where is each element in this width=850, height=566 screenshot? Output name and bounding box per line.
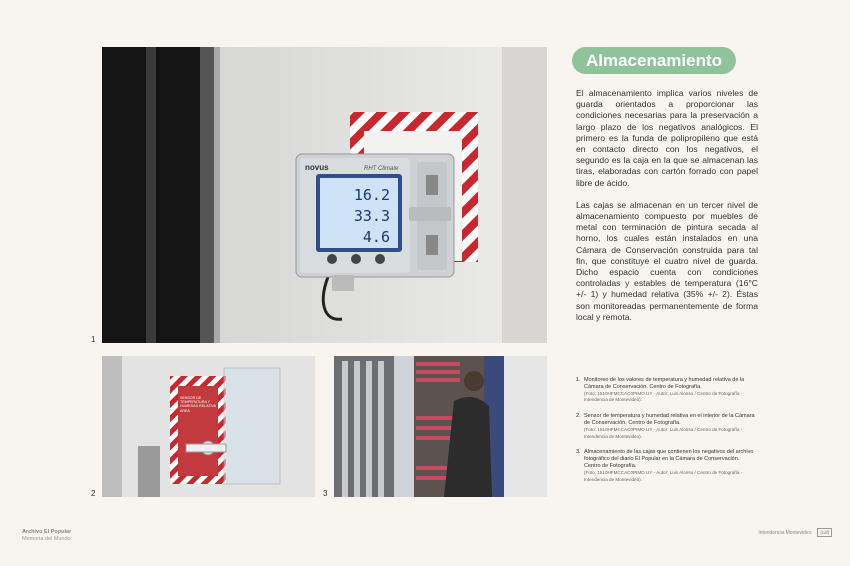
reading-temperature: 16.2 bbox=[353, 186, 390, 204]
caption-credit: (Foto: 1510HFMCCAC0PIMO.UY - Autor: Luis Alonso / Centro de Fotografía - Intendencia de Montevideo). bbox=[584, 390, 743, 403]
storage-illustration bbox=[334, 356, 547, 497]
caption-item bbox=[576, 413, 756, 440]
photo-storage-shelves bbox=[334, 356, 547, 497]
photo-number-3: 3 bbox=[323, 489, 328, 498]
cdf-logo: [cdf] bbox=[817, 528, 832, 537]
reading-dewpoint: 4.6 bbox=[362, 228, 390, 246]
paragraph-1: El almacenamiento implica varios niveles de guarda orientados a proporcionar las condiciones necesarias para la preservación a largo plazo de los negativos analógicos. El primero es la funda de polipropileno que está en contacto directo con los negativos, el segundo es la caja en la que se almacenan las tiras, elaboradas con cartón forrado con papel libre de ácido. bbox=[576, 88, 758, 188]
footer-logos bbox=[758, 528, 832, 537]
photo-number-2: 2 bbox=[91, 489, 96, 498]
caption-credit: (Foto: 1510HFMCCAC0PIMO.UY - Autor: Luis Alonso / Centro de Fotografía - Intendencia de Montevideo). bbox=[584, 426, 743, 439]
caption-index: 1. bbox=[576, 377, 581, 383]
body-text bbox=[576, 88, 758, 334]
footer-archive-subtitle: Memoria del Mundo bbox=[22, 536, 71, 542]
section-title: Almacenamiento bbox=[572, 47, 736, 74]
sensor-illustration bbox=[102, 356, 315, 497]
caption-item bbox=[576, 377, 756, 404]
paragraph-2: Las cajas se almacenan en un tercer nivel de almacenamiento compuesto por muebles de metal con terminación de pintura secada al horno, los cuales están instalados en una Cámara de Conservación construida para tal fin, que constituye el cuatro nivel de guarda. Dicho espacio cuenta con condiciones controladas y estables de temperatura (16°C +/- 1) y humedad relativa (35% +/- 2). Éstas son monitoreadas permanentemente de forma local y remota. bbox=[576, 199, 758, 322]
caption-index: 3. bbox=[576, 449, 581, 456]
footer-archive-title: Archivo El Popular bbox=[22, 529, 72, 535]
caption-credit: (Foto: 1510HFMCCAC0PIMO.UY - Autor: Luis Alonso / Centro de Fotografía - Intendencia de Montevideo). bbox=[584, 469, 743, 482]
photo-sensor bbox=[102, 356, 315, 497]
caption-list bbox=[576, 377, 756, 492]
sensor-sign-text: SENSOR DE TEMPERATURA Y HUMEDAD RELATIVA AREA bbox=[180, 396, 216, 413]
footer-archive bbox=[22, 529, 71, 543]
photo-number-1: 1 bbox=[91, 335, 96, 344]
caption-index: 2. bbox=[576, 413, 581, 420]
caption-text: Monitoreo de los valores de temperatura y humedad relativa de la Cámara de Conservación. Centro de Fotografía. bbox=[584, 377, 745, 390]
reading-humidity: 33.3 bbox=[353, 207, 390, 225]
device-model: RHT Climate bbox=[364, 166, 399, 172]
intendencia-logo: Intendencia Montevideo bbox=[758, 529, 812, 536]
device-brand: novus bbox=[305, 163, 329, 172]
thermohygrometer-illustration bbox=[102, 47, 547, 343]
caption-text: Sensor de temperatura y humedad relativa en el interior de la Cámara de Conservación. Centro de Fotografía. bbox=[584, 413, 755, 426]
photo-thermohygrometer bbox=[102, 47, 547, 343]
caption-item bbox=[576, 449, 756, 483]
caption-text: Almacenamiento de las cajas que contienen los negativos del archivo fotográfico del diario El Popular en la Cámara de Conservación. Centro de Fotografía. bbox=[584, 449, 754, 469]
